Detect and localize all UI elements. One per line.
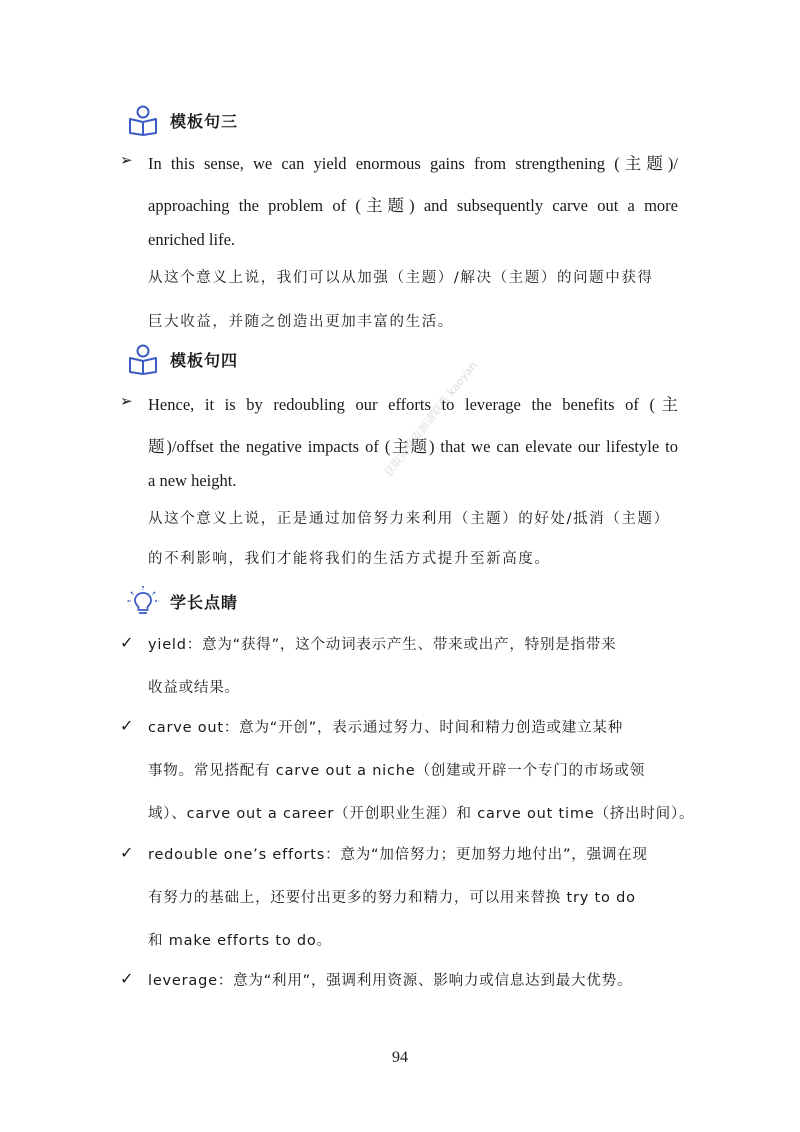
lightbulb-icon [126, 584, 160, 618]
section-title: 模板句三 [170, 111, 239, 131]
tip-line: yield：意为“获得”，这个动词表示产生、带来或出产，特别是指带来 [148, 637, 617, 653]
template-zh-line: 的不利影响，我们才能将我们的生活方式提升至新高度。 [148, 551, 551, 567]
template-en-line: a new height. [148, 471, 237, 490]
tip-line: 事物。常见搭配有 carve out a niche（创建或开辟一个专门的市场或领 [148, 763, 645, 779]
reading-person-icon [126, 342, 160, 376]
template-en-line: Hence, it is by redoubling our efforts to leverage the benefits of (主 [148, 395, 678, 414]
template-en-line: approaching the problem of (主题) and subsequently carve out a more [148, 196, 678, 215]
tip-line: 有努力的基础上，还要付出更多的努力和精力，可以用来替换 try to do [148, 890, 636, 906]
tips-heading [126, 583, 238, 619]
page-number: 94 [392, 1049, 408, 1066]
tip-line: 域）、carve out a career（开创职业生涯）和 carve out time（挤出时间）。 [148, 806, 695, 822]
check-bullet-icon: ✓ [120, 716, 134, 735]
check-bullet-icon: ✓ [120, 969, 134, 988]
tip-line: leverage：意为“利用”，强调利用资源、影响力或信息达到最大优势。 [148, 973, 633, 989]
watermark: 获取完整资源请联系 kaoyan [381, 359, 480, 480]
template-en-line: enriched life. [148, 230, 236, 249]
section-title: 模板句四 [170, 350, 239, 370]
check-bullet-icon: ✓ [120, 633, 134, 652]
reading-person-icon [126, 103, 160, 137]
tips-title: 学长点睛 [170, 592, 239, 612]
tip-line: 和 make efforts to do。 [148, 933, 332, 949]
arrow-bullet-icon: ➢ [120, 392, 133, 410]
template-zh-line: 巨大收益，并随之创造出更加丰富的生活。 [148, 314, 454, 330]
section-heading-3 [126, 102, 238, 138]
tip-line: redouble one’s efforts：意为“加倍努力；更加努力地付出”，强调在现 [148, 847, 648, 863]
template-zh-line: 从这个意义上说，我们可以从加强（主题）/解决（主题）的问题中获得 [148, 270, 654, 286]
template-zh-line: 从这个意义上说，正是通过加倍努力来利用（主题）的好处/抵消（主题） [148, 511, 670, 527]
template-en-line: In this sense, we can yield enormous gains from strengthening (主题)/ [148, 154, 678, 173]
template-en-line: 题)/offset the negative impacts of (主题) that we can elevate our lifestyle to [148, 437, 678, 456]
arrow-bullet-icon: ➢ [120, 151, 133, 169]
check-bullet-icon: ✓ [120, 843, 134, 862]
section-heading-4 [126, 341, 238, 377]
tip-line: carve out：意为“开创”，表示通过努力、时间和精力创造或建立某种 [148, 720, 623, 736]
tip-line: 收益或结果。 [148, 680, 240, 696]
